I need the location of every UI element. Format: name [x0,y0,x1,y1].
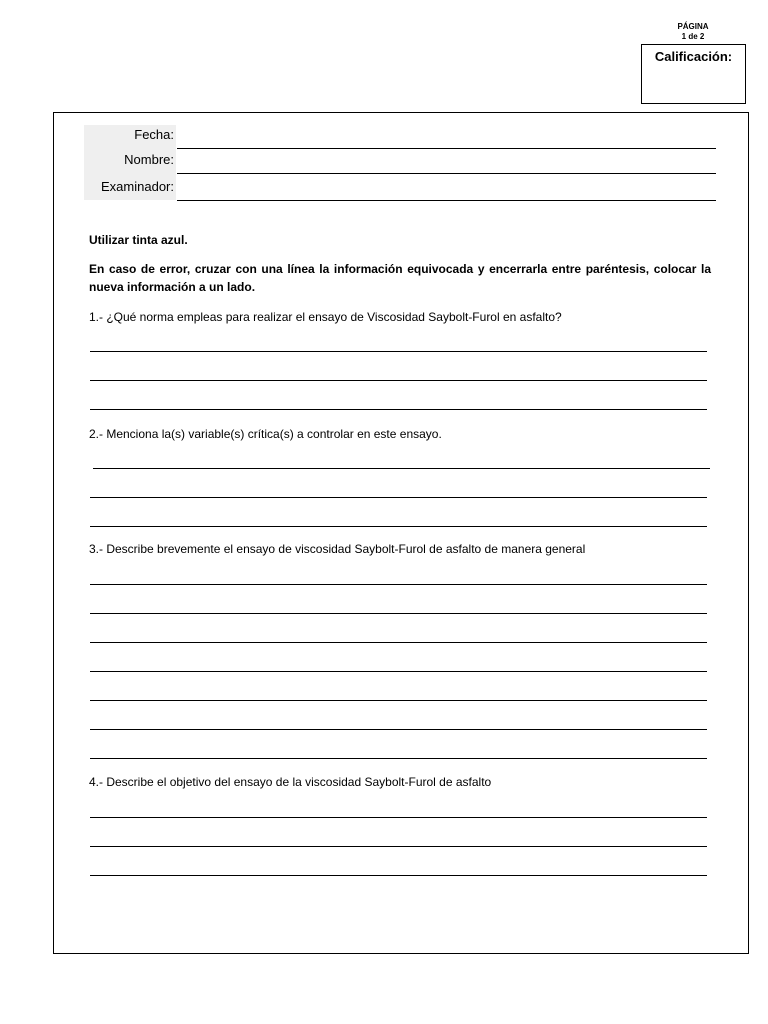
page-number: 1 de 2 [681,32,705,41]
examiner-field[interactable] [177,200,716,201]
field-row-name [84,150,716,174]
answer-line[interactable] [90,584,707,585]
answer-line[interactable] [90,875,707,876]
instruction-ink: Utilizar tinta azul. [89,233,188,247]
answer-line[interactable] [90,613,707,614]
answer-line[interactable] [90,700,707,701]
answer-line[interactable] [90,409,707,410]
answer-line[interactable] [90,758,707,759]
answer-line[interactable] [90,351,707,352]
answer-line[interactable] [90,380,707,381]
page-indicator [662,22,724,42]
examiner-label: Examinador: [101,179,174,194]
instruction-error: En caso de error, cruzar con una línea la información equivocada y encerrarla entre paréntesis, colocar la nueva información a un lado. [89,262,711,294]
answer-line[interactable] [90,729,707,730]
answer-line[interactable] [90,526,707,527]
grade-box [641,44,746,104]
name-field[interactable] [177,173,716,174]
field-row-date [84,125,716,149]
question-2: 2.- Menciona la(s) variable(s) crítica(s) a controlar en este ensayo. [89,427,442,441]
question-4: 4.- Describe el objetivo del ensayo de la viscosidad Saybolt-Furol de asfalto [89,775,492,789]
form-header [84,125,716,200]
field-row-examiner [84,177,716,201]
page-label: PÁGINA [677,22,709,31]
date-label: Fecha: [134,127,174,142]
answer-line[interactable] [90,817,707,818]
date-field[interactable] [177,148,716,149]
answer-line[interactable] [93,468,710,469]
name-label: Nombre: [124,152,174,167]
answer-line[interactable] [90,642,707,643]
answer-line[interactable] [90,671,707,672]
grade-label: Calificación: [654,49,733,64]
answer-line[interactable] [90,497,707,498]
answer-line[interactable] [90,846,707,847]
question-1: 1.- ¿Qué norma empleas para realizar el ensayo de Viscosidad Saybolt-Furol en asfalto? [89,310,562,324]
question-3: 3.- Describe brevemente el ensayo de viscosidad Saybolt-Furol de asfalto de manera general [89,542,586,556]
